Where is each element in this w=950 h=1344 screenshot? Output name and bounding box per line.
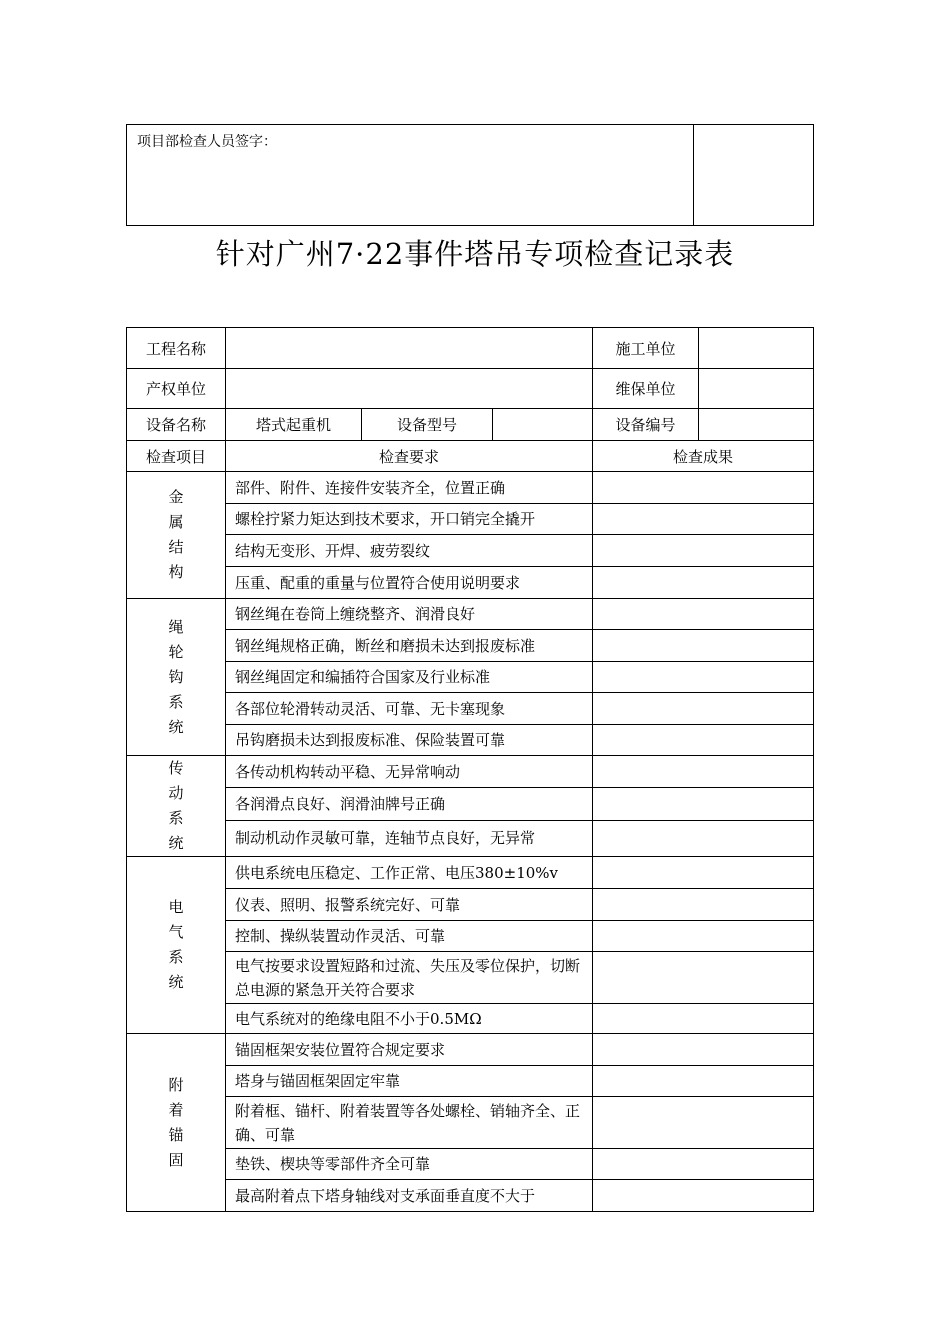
result-cell[interactable]	[593, 820, 814, 856]
table-row	[127, 921, 814, 952]
table-row	[127, 662, 814, 693]
requirement-text: 仪表、照明、报警系统完好、可靠	[226, 889, 593, 921]
requirement-text: 钢丝绳在卷筒上缠绕整齐、润滑良好	[226, 599, 593, 630]
result-cell[interactable]	[593, 756, 814, 788]
equipment-name-label: 设备名称	[127, 409, 226, 441]
result-cell[interactable]	[593, 662, 814, 693]
result-cell[interactable]	[593, 567, 814, 599]
section-name-rope-sheave-hook: 绳 轮 钩 系 统	[127, 599, 226, 756]
result-cell[interactable]	[593, 1034, 814, 1066]
project-name-label: 工程名称	[127, 328, 226, 369]
equipment-name-value: 塔式起重机	[226, 409, 362, 441]
requirement-text: 控制、操纵装置动作灵活、可靠	[226, 921, 593, 952]
requirement-text: 电气按要求设置短路和过流、失压及零位保护，切断总电源的紧急开关符合要求	[226, 952, 593, 1004]
table-row	[127, 369, 814, 409]
section-name-metal-structure: 金 属 结 构	[127, 472, 226, 599]
serial-label: 设备编号	[593, 409, 699, 441]
table-row	[127, 535, 814, 567]
result-cell[interactable]	[593, 630, 814, 662]
table-row	[127, 820, 814, 856]
table-row	[127, 1034, 814, 1066]
signature-divider	[693, 125, 694, 225]
table-row	[127, 1097, 814, 1149]
project-name-value-cell[interactable]	[226, 328, 593, 369]
serial-value-cell[interactable]	[699, 409, 814, 441]
signature-label: 项目部检查人员签字：	[137, 134, 277, 150]
requirement-text: 附着框、锚杆、附着装置等各处螺栓、销轴齐全、正确、可靠	[226, 1097, 593, 1149]
table-row	[127, 599, 814, 630]
result-cell[interactable]	[593, 1004, 814, 1034]
owner-value-cell[interactable]	[226, 369, 593, 409]
requirement-text: 塔身与锚固框架固定牢靠	[226, 1066, 593, 1097]
table-row	[127, 857, 814, 889]
result-cell[interactable]	[593, 1097, 814, 1149]
requirement-text: 制动机动作灵敏可靠，连轴节点良好，无异常	[226, 820, 593, 856]
model-label: 设备型号	[362, 409, 493, 441]
requirement-text: 钢丝绳固定和编插符合国家及行业标准	[226, 662, 593, 693]
requirement-text: 吊钩磨损未达到报废标准、保险装置可靠	[226, 725, 593, 756]
result-cell[interactable]	[593, 788, 814, 820]
requirement-text: 各部位轮滑转动灵活、可靠、无卡塞现象	[226, 693, 593, 725]
section-name-electrical: 电 气 系 统	[127, 857, 226, 1034]
result-cell[interactable]	[593, 535, 814, 567]
requirement-text: 螺栓拧紧力矩达到技术要求，开口销完全撬开	[226, 504, 593, 535]
owner-label: 产权单位	[127, 369, 226, 409]
table-row	[127, 1066, 814, 1097]
requirement-text: 电气系统对的绝缘电阻不小于0.5MΩ	[226, 1004, 593, 1034]
table-row	[127, 567, 814, 599]
result-cell[interactable]	[593, 1149, 814, 1180]
result-cell[interactable]	[593, 1180, 814, 1212]
table-row	[127, 1149, 814, 1180]
model-value-cell[interactable]	[493, 409, 593, 441]
col-header-requirement: 检查要求	[226, 441, 593, 472]
table-row	[127, 630, 814, 662]
inspection-table	[126, 327, 814, 1212]
requirement-text: 各传动机构转动平稳、无异常响动	[226, 756, 593, 788]
result-cell[interactable]	[593, 725, 814, 756]
result-cell[interactable]	[593, 472, 814, 504]
signature-box	[126, 124, 814, 226]
table-row	[127, 693, 814, 725]
table-row	[127, 472, 814, 504]
requirement-text: 各润滑点良好、润滑油牌号正确	[226, 788, 593, 820]
result-cell[interactable]	[593, 1066, 814, 1097]
table-row	[127, 504, 814, 535]
table-row	[127, 756, 814, 788]
result-cell[interactable]	[593, 952, 814, 1004]
maintenance-label: 维保单位	[593, 369, 699, 409]
table-row	[127, 441, 814, 472]
section-name-anchorage: 附 着 锚 固	[127, 1034, 226, 1212]
requirement-text: 钢丝绳规格正确，断丝和磨损未达到报废标准	[226, 630, 593, 662]
requirement-text: 最高附着点下塔身轴线对支承面垂直度不大于	[226, 1180, 593, 1212]
result-cell[interactable]	[593, 889, 814, 921]
table-row	[127, 1004, 814, 1034]
result-cell[interactable]	[593, 857, 814, 889]
section-name-transmission: 传 动 系 统	[127, 756, 226, 857]
contractor-label: 施工单位	[593, 328, 699, 369]
requirement-text: 结构无变形、开焊、疲劳裂纹	[226, 535, 593, 567]
result-cell[interactable]	[593, 599, 814, 630]
page-title: 针对广州7·22事件塔吊专项检查记录表	[215, 237, 735, 271]
table-row	[127, 409, 814, 441]
result-cell[interactable]	[593, 693, 814, 725]
requirement-text: 供电系统电压稳定、工作正常、电压380±10%v	[226, 857, 593, 889]
requirement-text: 部件、附件、连接件安装齐全，位置正确	[226, 472, 593, 504]
col-header-item: 检查项目	[127, 441, 226, 472]
table-row	[127, 725, 814, 756]
result-cell[interactable]	[593, 921, 814, 952]
table-row	[127, 1180, 814, 1212]
maintenance-value-cell[interactable]	[699, 369, 814, 409]
requirement-text: 锚固框架安装位置符合规定要求	[226, 1034, 593, 1066]
table-row	[127, 788, 814, 820]
requirement-text: 压重、配重的重量与位置符合使用说明要求	[226, 567, 593, 599]
col-header-result: 检查成果	[593, 441, 814, 472]
table-row	[127, 328, 814, 369]
table-row	[127, 889, 814, 921]
table-row	[127, 952, 814, 1004]
contractor-value-cell[interactable]	[699, 328, 814, 369]
requirement-text: 垫铁、楔块等零部件齐全可靠	[226, 1149, 593, 1180]
result-cell[interactable]	[593, 504, 814, 535]
